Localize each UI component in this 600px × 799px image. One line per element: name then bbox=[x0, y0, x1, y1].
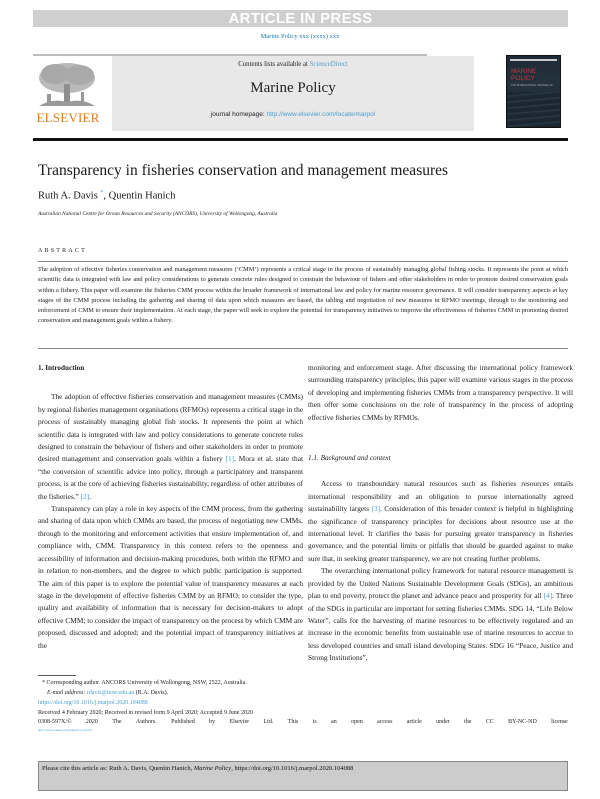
footnote-text: Corresponding author. ANCORS University of Wollongong, NSW, 2522, Australia. bbox=[45, 680, 247, 686]
body-paragraph: monitoring and enforcement stage. After discussing the international policy framework surrounding transparency principles, this paper will examine various stages in the process of developing and implementing fisheries CMMs from a transparency perspective. It will then offer some conclusions on the role of transparency in the process of adopting effective fisheries CMMs by RFMOs. bbox=[308, 363, 573, 422]
contents-availability bbox=[112, 61, 474, 68]
cover-title-line2: POLICY bbox=[511, 75, 535, 82]
journal-cover-thumbnail[interactable] bbox=[506, 55, 561, 128]
citation-notice-box bbox=[38, 761, 568, 791]
author-list bbox=[38, 190, 175, 202]
cover-title bbox=[511, 68, 559, 82]
abstract-divider bbox=[38, 261, 568, 262]
license-word: by bbox=[209, 719, 216, 726]
corresponding-author-mark[interactable]: * bbox=[100, 190, 104, 196]
license-word: 2020 bbox=[85, 719, 98, 726]
cover-sea-image bbox=[507, 92, 560, 127]
body-paragraph bbox=[308, 478, 573, 565]
footnote bbox=[42, 678, 247, 698]
license-word: under bbox=[436, 719, 450, 726]
footnote-divider bbox=[38, 675, 76, 676]
journal-info-panel bbox=[112, 56, 474, 131]
paragraph-text: . Three of the SDGs in particular are important for setting fisheries CMMs. SDG 14, “Life Below Water”, calls for the harvesting of marine resources to be effectively regulated and an increase in the economic benefits from sustainable use of marine resources to accrue to less developed countries and small island developing States. SDG 16 “Peace, Justice and Strong Institutions”, bbox=[308, 591, 573, 663]
license-word: Ltd. bbox=[263, 719, 274, 726]
author-name[interactable]: Quentin Hanich bbox=[108, 190, 176, 202]
citation-link[interactable]: [1] bbox=[225, 454, 235, 464]
elsevier-wordmark: ELSEVIER bbox=[36, 110, 100, 125]
license-word: Elsevier bbox=[229, 719, 250, 726]
journal-name: Marine Policy bbox=[250, 80, 336, 96]
license-word: This bbox=[287, 719, 299, 726]
license-word: Published bbox=[171, 719, 195, 726]
article-in-press-banner: ARTICLE IN PRESS bbox=[33, 10, 568, 27]
cite-suffix: , https://doi.org/10.1016/j.marpol.2020.104088 bbox=[231, 765, 354, 772]
homepage-prefix: journal homepage: bbox=[210, 111, 267, 118]
journal-reference[interactable]: Marine Policy xxx (xxxx) xxx bbox=[260, 33, 340, 40]
paragraph-text: Access to transboundary natural resources such as fisheries resources entails international responsibility and an obligation to pursue internationally agreed sustainability targets bbox=[308, 479, 573, 514]
cite-journal: Marine Policy bbox=[193, 765, 232, 772]
license-word: is bbox=[312, 719, 317, 726]
license-word: license bbox=[551, 719, 568, 726]
cover-subtitle: THE INTERNATIONAL JOURNAL OF bbox=[511, 84, 553, 87]
license-statement bbox=[38, 718, 568, 728]
header-divider bbox=[33, 138, 568, 141]
license-word: BY-NC-ND bbox=[508, 719, 537, 726]
license-word: Authors. bbox=[135, 719, 157, 726]
paragraph-text: . bbox=[89, 491, 92, 501]
corresponding-author-note bbox=[42, 678, 247, 688]
abstract-end-divider bbox=[38, 348, 568, 349]
paragraph-text: The overarching international policy framework for natural resource management is provided by the United Nations Sustainable Development Goals (SDGs), an ambitious plan to end poverty, protect the planet and advance peace and prosperity for all bbox=[308, 566, 573, 601]
elsevier-tree-icon bbox=[37, 62, 97, 108]
section-heading: 1. Introduction bbox=[38, 364, 85, 372]
article-title: Transparency in fisheries conservation and management measures bbox=[38, 162, 449, 179]
body-paragraph bbox=[38, 391, 303, 503]
citation-link[interactable]: [3] bbox=[371, 504, 381, 514]
license-word: article bbox=[406, 719, 422, 726]
cover-title-line1: MARINE bbox=[511, 68, 537, 75]
author-name[interactable]: Ruth A. Davis bbox=[38, 190, 98, 202]
author-separator: , bbox=[103, 190, 109, 202]
affiliation: Australian National Centre for Ocean Resources and Security (ANCORS), University of Wollongong, Australia bbox=[38, 211, 278, 217]
license-word: an bbox=[331, 719, 337, 726]
article-history: Received 4 February 2020; Received in revised form 9 April 2020; Accepted 9 June 2020 bbox=[38, 709, 253, 716]
citation-link[interactable]: [4] bbox=[543, 591, 553, 601]
abstract-text: The adoption of effective fisheries conservation and management measures (‘CMM’) represents a critical stage in the process of sustainably managing global fishing stocks. It represents the point at which scientific data is integrated with law and policy considerations to generate concrete rules designed to constrain the behaviour of fishers and other stakeholders in order to promote desired conservation goals within a fishery. This paper will examine the fisheries CMM process within the broader framework of international law and policy for marine resource governance. It will consider transparency aspects at key stages of the CMM process including the gathering and sharing of data upon which measures are based, the tabling and negotiation of new measures in RFMO meetings, through to the monitoring and enforcement of CMM to ensure their implementation. At each stage, the paper will seek to explore the potential for transparency initiatives to improve the effectiveness of fisheries CMM in promoting desired conservation and management goals within a fishery. bbox=[38, 266, 568, 325]
paragraph-text: The adoption of effective fisheries conservation and management measures (CMMs) by regional fisheries management organisations (RFMOs) represents a critical stage in the process of sustainably managing global fish stocks. It represents the point at which scientific data is integrated with law and policy considerations to generate concrete rules designed to constrain the behaviour of fishers and other stakeholders in order to promote desired management and conservation goals within a fishery bbox=[38, 392, 303, 464]
elsevier-logo[interactable] bbox=[33, 60, 103, 126]
license-word: The bbox=[112, 719, 122, 726]
body-column-left bbox=[38, 362, 303, 652]
license-url-link[interactable]: (http://creativecommons.org/licenses/by-nc-nd/4.0/) bbox=[38, 728, 92, 732]
email-line bbox=[42, 688, 247, 698]
abstract-heading: ABSTRACT bbox=[38, 248, 87, 254]
doi-link[interactable]: https://doi.org/10.1016/j.marpol.2020.104088 bbox=[38, 700, 148, 706]
sciencedirect-link[interactable]: ScienceDirect bbox=[309, 61, 348, 68]
body-paragraph bbox=[308, 565, 573, 664]
journal-homepage-link[interactable]: http://www.elsevier.com/locate/marpol bbox=[266, 111, 376, 118]
cite-prefix: Please cite this article as: Ruth A. Davis, Quentin Hanich, bbox=[42, 765, 194, 772]
citation-link[interactable]: [2] bbox=[80, 491, 90, 501]
license-word: the bbox=[464, 719, 472, 726]
email-label: E-mail address: bbox=[47, 690, 87, 696]
license-word: open bbox=[351, 719, 363, 726]
body-paragraph: Transparency can play a role in key aspects of the CMM process, from the gathering and sharing of data upon which CMMs are based, the process of negotiating new CMMs, through to the monitoring and enforcement activities that ensure implementation of, and compliance with, CMM. Transparency in this context refers to the openness and accessibility of information and decision-making procedures, both within the RFMO and in relation to non-members, and the degree to which public participation is supported. The aim of this paper is to explore the potential value of transparency measures at each stage in the development of effective fisheries CMM by an RFMO; to consider the type, quality and availability of information that is necessary for decision-makers to adopt effective CMM; to consider the impact of transparency on the process by which CMM are proposed, discussed and adopted; and the potential impact of transparency initiatives at the bbox=[38, 504, 303, 650]
subsection-heading: 1.1. Background and context bbox=[308, 454, 391, 463]
email-link[interactable]: rdavis@uow.edu.au bbox=[86, 690, 135, 696]
email-suffix: (R.A. Davis). bbox=[134, 690, 169, 696]
paragraph-text: . Mora et al. state that “the conversion of scientific advice into policy, through a participatory and transparent process, is at the core of achieving fisheries sustainability, regardless of other attributes of the fisheries.” bbox=[38, 454, 304, 501]
cover-top-bar bbox=[510, 59, 557, 61]
contents-prefix: Contents lists available at bbox=[238, 61, 310, 68]
footnote-mark: * bbox=[42, 680, 45, 686]
journal-header bbox=[33, 56, 568, 136]
license-word: CC bbox=[485, 719, 494, 726]
paragraph-text: . Consideration of this broader context is helpful in highlighting the significance of transparency principles for decisions about resource use at the international level. It clarifies the basis for pursuing greater transparency in fisheries governance, and the potential limits or pitfalls that should be guarded against to make sure that, in seeking greater transparency, we are not creating further problems. bbox=[308, 504, 573, 563]
license-word: 0308-597X/© bbox=[38, 719, 72, 726]
body-column-right bbox=[308, 362, 573, 665]
journal-homepage bbox=[112, 111, 474, 118]
publication-info bbox=[38, 699, 568, 734]
license-word: access bbox=[377, 719, 393, 726]
